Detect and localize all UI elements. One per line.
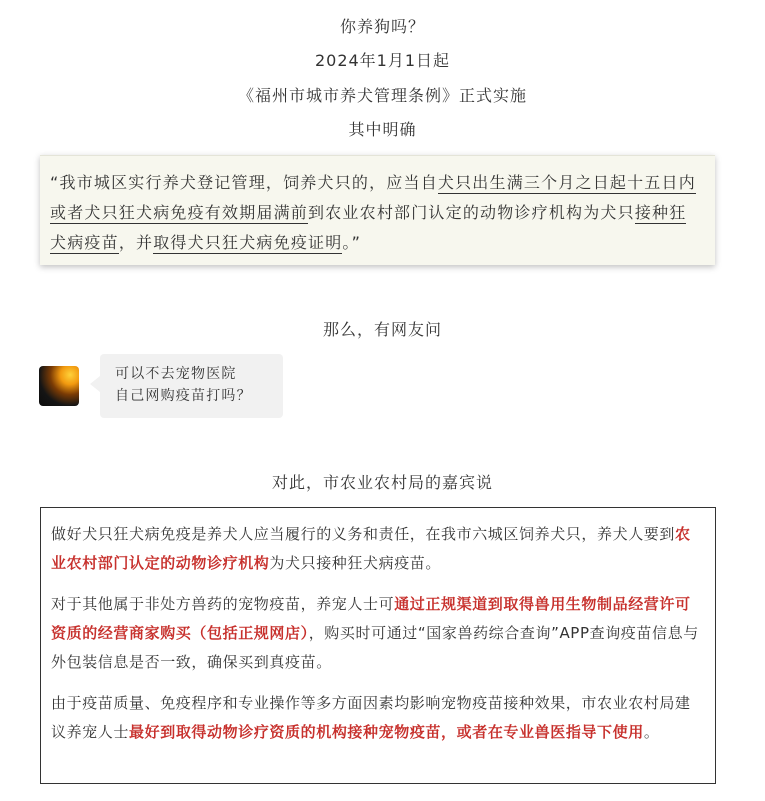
answer-text: 为犬只接种狂犬病疫苗。: [269, 554, 442, 572]
quote-text: “我市城区实行养犬登记管理，饲养犬只的，应当自: [50, 173, 438, 192]
bubble-tail: [90, 376, 100, 392]
chat-line-1: 可以不去宠物医院: [115, 366, 237, 382]
quote-underline-vaccinate: 接种狂犬病疫苗: [50, 203, 687, 252]
answer-box: [40, 507, 716, 784]
answer-text: 由于疫苗质量、免疫程序和专业操作等多方面因素均影响宠物疫苗接种效果，市农业农村局建议养宠人士: [51, 694, 691, 741]
quote-text: 到农业农村部门认定的动物诊疗机构为犬只: [308, 203, 635, 222]
answer-text: 做好犬只狂犬病免疫是养犬人应当履行的义务和责任，在我市六城区饲养犬只，养犬人要到: [51, 525, 676, 543]
answer-paragraph-1: [51, 520, 703, 578]
chat-line-2: 自己网购疫苗打吗？: [115, 388, 252, 404]
answer-paragraph-3: [51, 689, 703, 747]
answer-highlight: 农业农村部门认定的动物诊疗机构: [51, 525, 691, 572]
intro-line-2: 2024年1月1日起: [314, 51, 451, 70]
quote-text: ，并: [118, 233, 154, 252]
answer-text: 。: [643, 723, 660, 741]
chat-bubble: [100, 354, 283, 418]
answer-intro: 对此，市农业农村局的嘉宾说: [271, 473, 493, 492]
intro-line-3: 《福州市城市养犬管理条例》正式实施: [237, 86, 527, 105]
answer-highlight: 通过正规渠道到取得兽用生物制品经营许可资质的经营商家购买（包括正规网店）: [51, 595, 691, 642]
intro-line-1: 你养狗吗？: [339, 17, 425, 36]
intro-line-4: 其中明确: [348, 120, 417, 139]
quote-text: 。”: [342, 233, 362, 252]
answer-highlight: 最好到取得动物诊疗资质的机构接种宠物疫苗，或者在专业兽医指导下使用: [129, 723, 644, 741]
question-intro: 那么，有网友问: [322, 320, 442, 339]
answer-paragraph-2: [51, 590, 703, 677]
avatar: [39, 366, 79, 406]
quote-underline-certificate: 取得犬只狂犬病免疫证明: [153, 233, 343, 252]
regulation-quote: [40, 155, 715, 265]
answer-text: ，购买时可通过“国家兽药综合查询”APP查询疫苗信息与外包装信息是否一致，确保买到真疫苗。: [51, 624, 699, 671]
answer-text: 对于其他属于非处方兽药的宠物疫苗，养宠人士可: [51, 595, 395, 613]
quote-underline-deadline: 犬只出生满三个月之日起十五日内或者犬只狂犬病免疫有效期届满前: [50, 173, 696, 222]
